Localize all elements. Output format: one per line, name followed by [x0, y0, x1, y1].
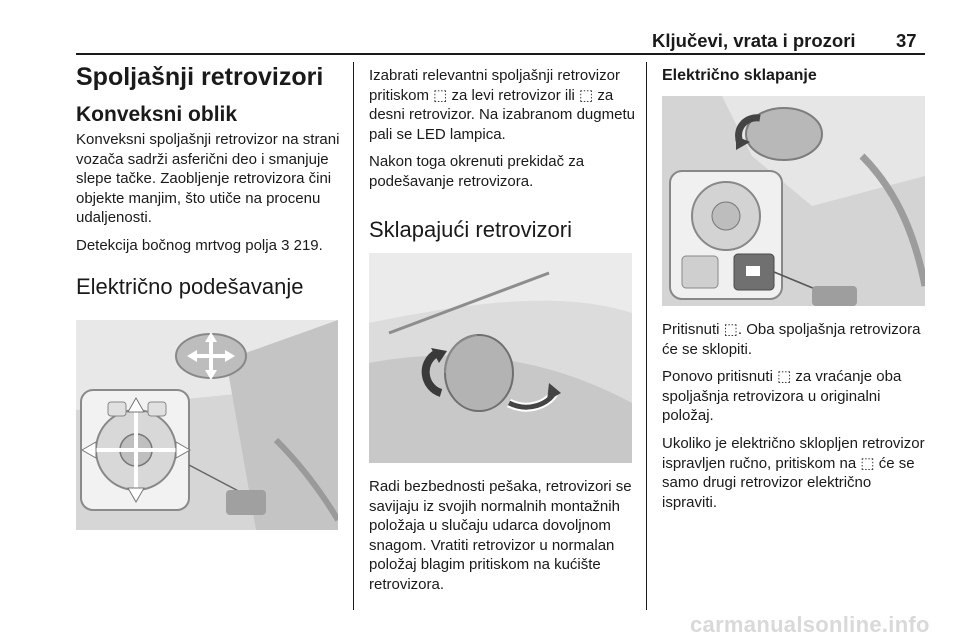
paragraph: Radi bezbednosti pešaka, retrovizori se savijaju iz svojih normalnih montažnih položaja u slučaju udarca dovoljnom snagom. Vratiti retrovizor u normalan položaj blagim pritiskom na kućište retrovizora. — [369, 478, 632, 593]
subsection-heading: Električno sklapanje — [662, 67, 817, 84]
paragraph: Ponovo pritisnuti ⬚ za vraćanje oba spoljašnja retrovizora u originalni položaj. — [662, 368, 902, 425]
paragraph: Izabrati relevantni spoljašnji retrovizor pritiskom ⬚ za levi retrovizor ili ⬚ za desni retrovizor. Na izabranom dugmetu pali se LED lampica. — [369, 67, 635, 143]
section-heading: Spoljašnji retrovizori — [76, 63, 324, 91]
running-header-title: Ključevi, vrata i prozori — [652, 30, 856, 51]
folding-mirror-illustration — [369, 253, 632, 463]
subsection-heading: Električno podešavanje — [76, 273, 304, 299]
column-2 — [369, 66, 637, 244]
paragraph: Ukoliko je električno sklopljen retrovizor ispravljen ručno, pritiskom na ⬚ će se samo drugi retrovizor električno ispraviti. — [662, 434, 925, 511]
paragraph: Pritisnuti ⬚. Oba spoljašnja retrovizora će se sklopiti. — [662, 321, 921, 358]
column-divider-2 — [646, 62, 647, 610]
paragraph: Konveksni spoljašnji retrovizor na strani vozača sadrži asferični deo i smanjuje slepe tačke. Zaobljenje retrovizora čini objekte manjim, što utiče na procenu udaljenosti. — [76, 131, 340, 227]
subsection-heading: Konveksni oblik — [76, 103, 238, 126]
watermark: carmanualsonline.info — [690, 612, 930, 637]
column-1 — [76, 62, 346, 301]
header-rule — [76, 53, 925, 55]
electric-folding-illustration — [662, 96, 925, 306]
column-2-lower — [369, 477, 637, 595]
mirror-adjust-illustration — [76, 320, 338, 530]
subsection-heading: Sklapajući retrovizori — [369, 216, 572, 242]
paragraph: Nakon toga okrenuti prekidač za podešavanje retrovizora. — [369, 153, 585, 190]
column-divider-1 — [353, 62, 354, 610]
page-number: 37 — [896, 30, 917, 51]
paragraph-crossref: Detekcija bočnog mrtvog polja 3 219. — [76, 236, 323, 254]
column-3 — [662, 66, 930, 86]
column-3-lower — [662, 320, 930, 512]
